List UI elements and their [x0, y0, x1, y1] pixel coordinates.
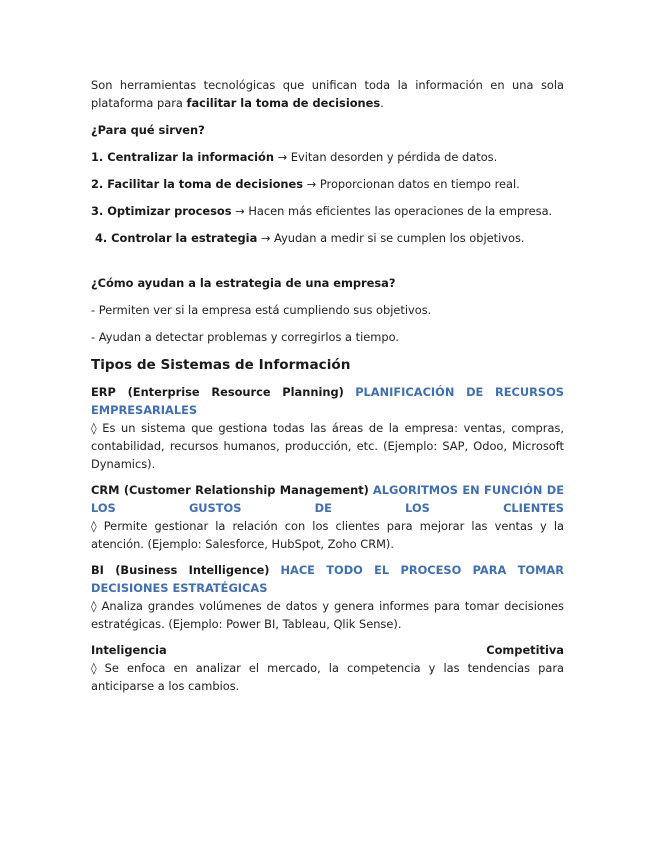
erp-note: PLANIFICACIÓN DE RECURSOS EMPRESARIALES — [91, 385, 565, 417]
erp-title: ERP (Enterprise Resource Planning) — [91, 385, 344, 399]
para-que-heading: ¿Para qué sirven? — [91, 123, 205, 137]
estrategia-heading: ¿Cómo ayudan a la estrategia de una empresa? — [91, 276, 396, 290]
ic-description: ◊ Se enfoca en analizar el mercado, la competencia y las tendencias para anticiparse a los cambios. — [91, 661, 564, 693]
bi-note: HACE TODO EL PROCESO PARA TOMAR DECISIONES ESTRATÉGICAS — [91, 563, 564, 595]
intro-paragraph — [91, 76, 564, 112]
ic-title: Inteligencia Competitiva — [91, 643, 564, 657]
document-page — [91, 76, 564, 695]
crm-description: ◊ Permite gestionar la relación con los clientes para mejorar las ventas y la atención. (Ejemplo: Salesforce, HubSpot, Zoho CRM). — [91, 519, 564, 551]
intro-end: . — [380, 96, 384, 110]
bi-title: BI (Business Intelligence) — [91, 563, 270, 577]
erp-description: ◊ Es un sistema que gestiona todas las áreas de la empresa: ventas, compras, contabilidad, recursos humanos, producción, etc. (Ejemplo: SAP, Odoo, Microsoft Dynamics). — [91, 421, 564, 471]
crm-note: ALGORITMOS EN FUNCIÓN DE LOS GUSTOS DE LOS CLIENTES — [91, 483, 565, 515]
list-item-centralizar: 1. Centralizar la información → Evitan desorden y pérdida de datos. — [91, 150, 498, 164]
intro-lead: Son herramientas tecnológicas que unifican toda la información en una sola plataforma para — [91, 78, 564, 110]
list-item-controlar: 4. Controlar la estrategia → Ayudan a medir si se cumplen los objetivos. — [91, 231, 525, 245]
erp-title-line — [91, 383, 564, 419]
crm-title: CRM (Customer Relationship Management) — [91, 483, 369, 497]
estrategia-item-2: - Ayudan a detectar problemas y corregirlos a tiempo. — [91, 330, 399, 344]
estrategia-item-1: - Permiten ver si la empresa está cumpliendo sus objetivos. — [91, 303, 432, 317]
intro-bold: facilitar la toma de decisiones — [186, 96, 381, 110]
list-item-facilitar: 2. Facilitar la toma de decisiones → Proporcionan datos en tiempo real. — [91, 177, 520, 191]
tipos-heading: Tipos de Sistemas de Información — [91, 357, 351, 373]
bi-description: ◊ Analiza grandes volúmenes de datos y genera informes para tomar decisiones estratégicas. (Ejemplo: Power BI, Tableau, Qlik Sense). — [91, 599, 564, 631]
bi-title-line — [91, 561, 564, 597]
crm-title-line — [91, 481, 564, 517]
list-item-optimizar: 3. Optimizar procesos → Hacen más eficientes las operaciones de la empresa. — [91, 204, 553, 218]
